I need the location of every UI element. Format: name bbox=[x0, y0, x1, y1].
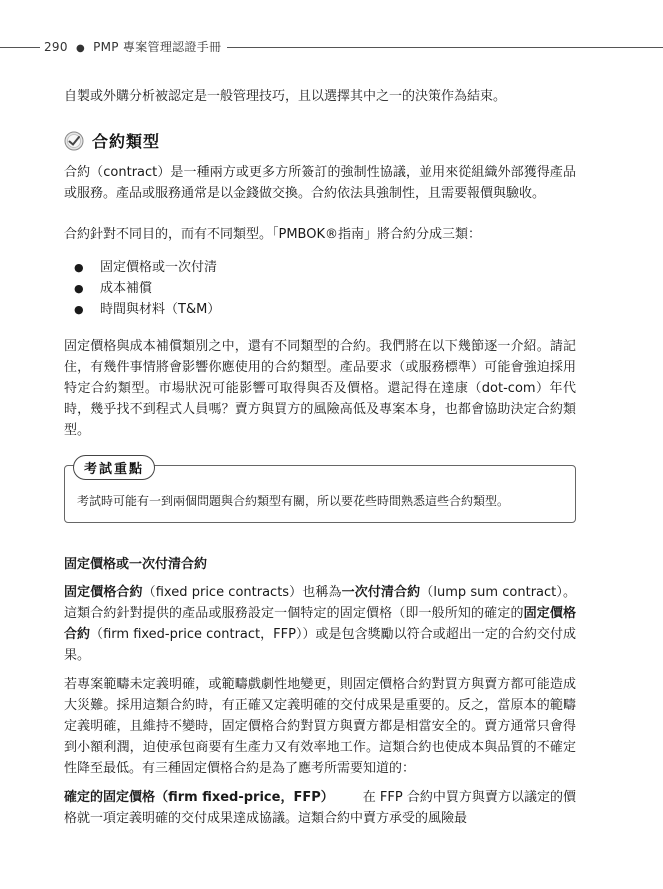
bullet-icon: ● bbox=[74, 282, 84, 295]
subsection-title: 固定價格或一次付清合約 bbox=[64, 557, 208, 572]
fixed-price-paragraph: 固定價格合約（fixed price contracts）也稱為一次付清合約（lump sum contract）。這類合約針對提供的產品或服務設定一個特定的固定價格（即一般所知的確定的固定價格合約（firm fixed-price contract，FFP））或是包含獎勵以符合或超出一定的合約交付成果。 bbox=[64, 585, 576, 663]
exam-tip-box bbox=[64, 462, 576, 523]
list-item: ● 成本補償 bbox=[74, 278, 576, 299]
section-title: 合約類型 bbox=[92, 132, 161, 151]
bullet-icon: ● bbox=[74, 303, 84, 316]
check-icon bbox=[64, 131, 84, 151]
page-number: 290 bbox=[44, 40, 68, 54]
running-header bbox=[40, 38, 227, 55]
intro-paragraph: 自製或外購分析被認定是一般管理技巧，且以選擇其中之一的決策作為結束。 bbox=[64, 89, 507, 104]
ffp-paragraph: 確定的固定價格（firm fixed-price，FFP） 在 FFP 合約中買方與賣方以議定的價格就一項定義明確的交付成果達成協議。這類合約中賣方承受的風險最 bbox=[64, 790, 576, 826]
list-item: ● 時間與材料（T&M） bbox=[74, 299, 576, 320]
bullet-dot-icon: ● bbox=[75, 43, 85, 54]
page-body bbox=[64, 86, 576, 829]
section-heading bbox=[64, 129, 576, 152]
contract-types-intro: 合約針對不同目的，而有不同類型。「PMBOK®指南」將合約分成三類： bbox=[64, 227, 482, 242]
bullet-icon: ● bbox=[74, 261, 84, 274]
book-title: PMP 專案管理認證手冊 bbox=[93, 40, 222, 54]
fixed-price-risk-paragraph: 若專案範疇未定義明確，或範疇戲劇性地變更，則固定價格合約對買方與賣方都可能造成大災難。採用這類合約時，有正確又定義明確的交付成果是重要的。反之，當原本的範疇定義明確，且維持不變時，固定價格合約對買方與賣方都是相當安全的。賣方通常只會得到小額利潤，迫使承包商要有生產力又有效率地工作。這類合約也使成本與品質的不確定性降至最低。有三種固定價格合約是為了應考所需要知道的： bbox=[64, 677, 576, 776]
contract-factors-paragraph: 固定價格與成本補償類別之中，還有不同類型的合約。我們將在以下幾節逐一介紹。請記住，有幾件事情將會影響你應使用的合約類型。產品要求（或服務標準）可能會強迫採用特定合約類型。市場狀況可能影響可取得與否及價格。還記得在達康（dot-com）年代時，幾乎找不到程式人員嗎？賣方與買方的風險高低及專案本身，也都會協助決定合約類型。 bbox=[64, 339, 576, 438]
exam-tip-text: 考試時可能有一到兩個問題與合約類型有關，所以要花些時間熟悉這些合約類型。 bbox=[77, 494, 510, 508]
exam-tip-tag: 考試重點 bbox=[73, 455, 155, 480]
contract-definition-paragraph: 合約（contract）是一種兩方或更多方所簽訂的強制性協議，並用來從組織外部獲得產品或服務。產品或服務通常是以金錢做交換。合約依法具強制性，且需要報價與驗收。 bbox=[64, 165, 576, 201]
list-item: ● 固定價格或一次付清 bbox=[74, 257, 576, 278]
contract-type-list bbox=[74, 257, 576, 320]
